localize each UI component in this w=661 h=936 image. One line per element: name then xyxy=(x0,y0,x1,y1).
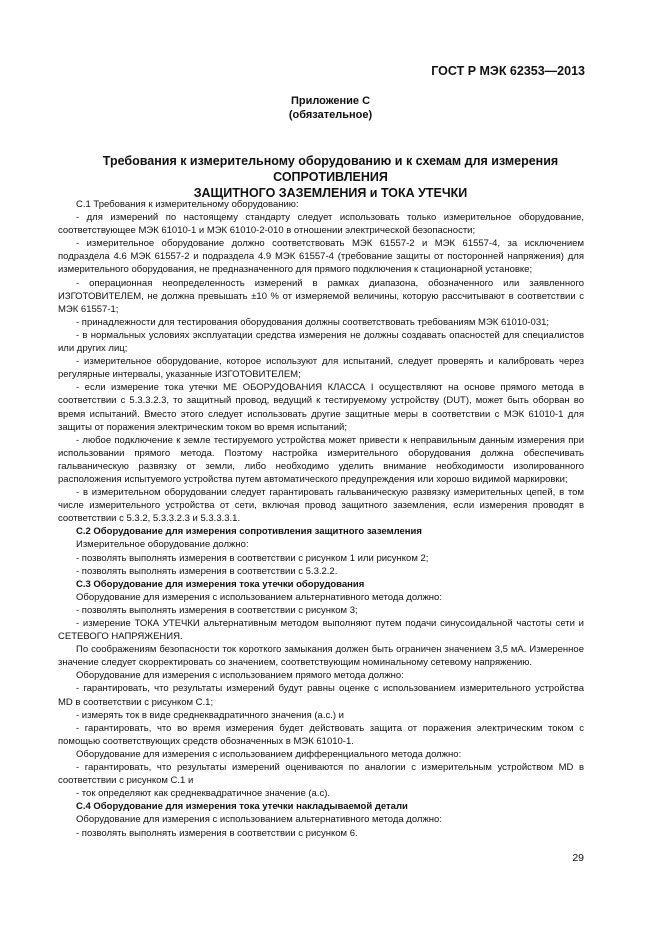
appendix-label: Приложение С xyxy=(290,95,371,107)
paragraph: - измерение ТОКА УТЕЧКИ альтернативным методом выполняют путем подачи синусоидальной частоты сети и СЕТЕВОГО НАПРЯЖЕНИЯ. xyxy=(58,618,584,643)
paragraph: - позволять выполнять измерения в соответствии с 5.3.2.2. xyxy=(76,565,338,577)
section-heading: С.2 Оборудование для измерения сопротивления защитного заземления xyxy=(76,526,422,538)
paragraph: - измерительное оборудование должно соответствовать МЭК 61557-2 и МЭК 61557-4, за исключением подраздела 4.6 МЭК 61557-2 и подраздела 4.9 МЭК 61557-4 (требование защиты от посторонней напряжения) для измерительного оборудования, не предназначенного для прямого подключения к стационарной установке; xyxy=(58,238,584,276)
appendix-heading xyxy=(0,94,661,122)
paragraph: Оборудование для измерения с использованием прямого метода должно: xyxy=(76,670,404,682)
paragraph: - в нормальных условиях эксплуатации средства измерения не должны создавать опасностей для специалистов или других лиц; xyxy=(58,329,584,355)
paragraph: - гарантировать, что во время измерения будет действовать защита от поражения электрическим током с помощью соответствующих средств обозначенных в МЭК 61010-1. xyxy=(58,722,584,747)
title-line-1: Требования к измерительному оборудованию и к схемам для измерения СОПРОТИВЛЕНИЯ xyxy=(102,154,559,184)
paragraph: Оборудование для измерения с использованием альтернативного метода должно: xyxy=(76,814,442,826)
page-number: 29 xyxy=(572,852,584,864)
paragraph: По соображениям безопасности ток короткого замыкания должен быть ограничен значением 3,5 мА. Измеренное значение следует скорректировать со значением, соответствующим номинальному сетевому напряжению. xyxy=(58,644,584,669)
paragraph: - если измерение тока утечки МЕ ОБОРУДОВАНИЯ КЛАССА I осуществляют на основе прямого метода в соответствии с 5.3.3.2.3, то защитный провод, ведущий к тестируемому устройству (DUT), может быть оборван во время испытаний. Вместо этого следует использовать другие защитные меры в соответствии с МЭК 61010-1 для защиты от поражения электрическим током во время испытаний; xyxy=(58,382,584,433)
paragraph: - ток определяют как среднеквадратичное значение (а.с). xyxy=(76,788,331,800)
paragraph: Измерительное оборудование должно: xyxy=(76,539,249,551)
section-heading: С.3 Оборудование для измерения тока утечки оборудования xyxy=(76,578,365,590)
appendix-status: (обязательное) xyxy=(288,109,373,121)
section-heading: С.4 Оборудование для измерения тока утечки накладываемой детали xyxy=(76,801,408,813)
paragraph: - измерять ток в виде среднеквадратичного значения (а.с.) и xyxy=(76,709,344,721)
paragraph: Оборудование для измерения с использованием дифференциального метода должно: xyxy=(76,748,462,760)
paragraph: С.1 Требования к измерительному оборудованию: xyxy=(76,199,299,210)
body-text xyxy=(58,198,584,840)
paragraph: Оборудование для измерения с использованием альтернативного метода должно: xyxy=(76,591,442,603)
paragraph: - гарантировать, что результаты измерений будут равны оценке с использованием измерительного устройства MD в соответствии с рисунком С.1; xyxy=(58,683,584,708)
title-line-2: ЗАЩИТНОГО ЗАЗЕМЛЕНИЯ и ТОКА УТЕЧКИ xyxy=(193,186,468,200)
paragraph: - измерительное оборудование, которое используют для испытаний, следует проверять и калибровать через регулярные интервалы, указанные ИЗГОТОВИТЕЛЕМ; xyxy=(58,356,584,381)
appendix-title xyxy=(70,153,591,201)
standard-number: ГОСТ Р МЭК 62353—2013 xyxy=(431,64,585,78)
paragraph: - для измерений по настоящему стандарту следует использовать только измерительное оборудование, соответствующее МЭК 61010-1 и МЭК 61010-2-010 в отношении электрической безопасности; xyxy=(58,212,584,237)
paragraph: - позволять выполнять измерения в соответствии с рисунком 6. xyxy=(76,827,358,839)
paragraph: - позволять выполнять измерения в соответствии с рисунком 1 или рисунком 2; xyxy=(76,552,429,564)
paragraph: - позволять выполнять измерения в соответствии с рисунком 3; xyxy=(76,604,358,616)
paragraph: - принадлежности для тестирования оборудования должны соответствовать требованиям МЭК 61010-031; xyxy=(76,316,550,328)
paragraph: - в измерительном оборудовании следует гарантировать гальваническую развязку измерительных цепей, в том числе измерительного устройства от сети, включая провод защитного заземления, если измерения проводят в соответствии с 5.3.2, 5.3.3.2.3 и 5.3.3.3.1. xyxy=(58,487,584,525)
paragraph: - гарантировать, что результаты измерений оцениваются по аналогии с измерительным устройством MD в соответствии с рисунком С.1 и xyxy=(58,762,584,787)
paragraph: - операционная неопределенность измерений в рамках диапазона, обозначенного или заявленного ИЗГОТОВИТЕЛЕМ, не должна превышать ±10 % от измеряемой величины, которую рассчитывают в соответствии с МЭК 61557-1; xyxy=(58,277,584,315)
paragraph: - любое подключение к земле тестируемого устройства может привести к неправильным данным измерения при использовании прямого метода. Поэтому настройка измерительного оборудования должна обеспечивать гальваническую развязку от земли, либо необходимо уделить внимание необходимости изолированного расположения испытуемого устройства путем автоматического предупреждения или хорошо видимой маркировки; xyxy=(58,434,584,485)
